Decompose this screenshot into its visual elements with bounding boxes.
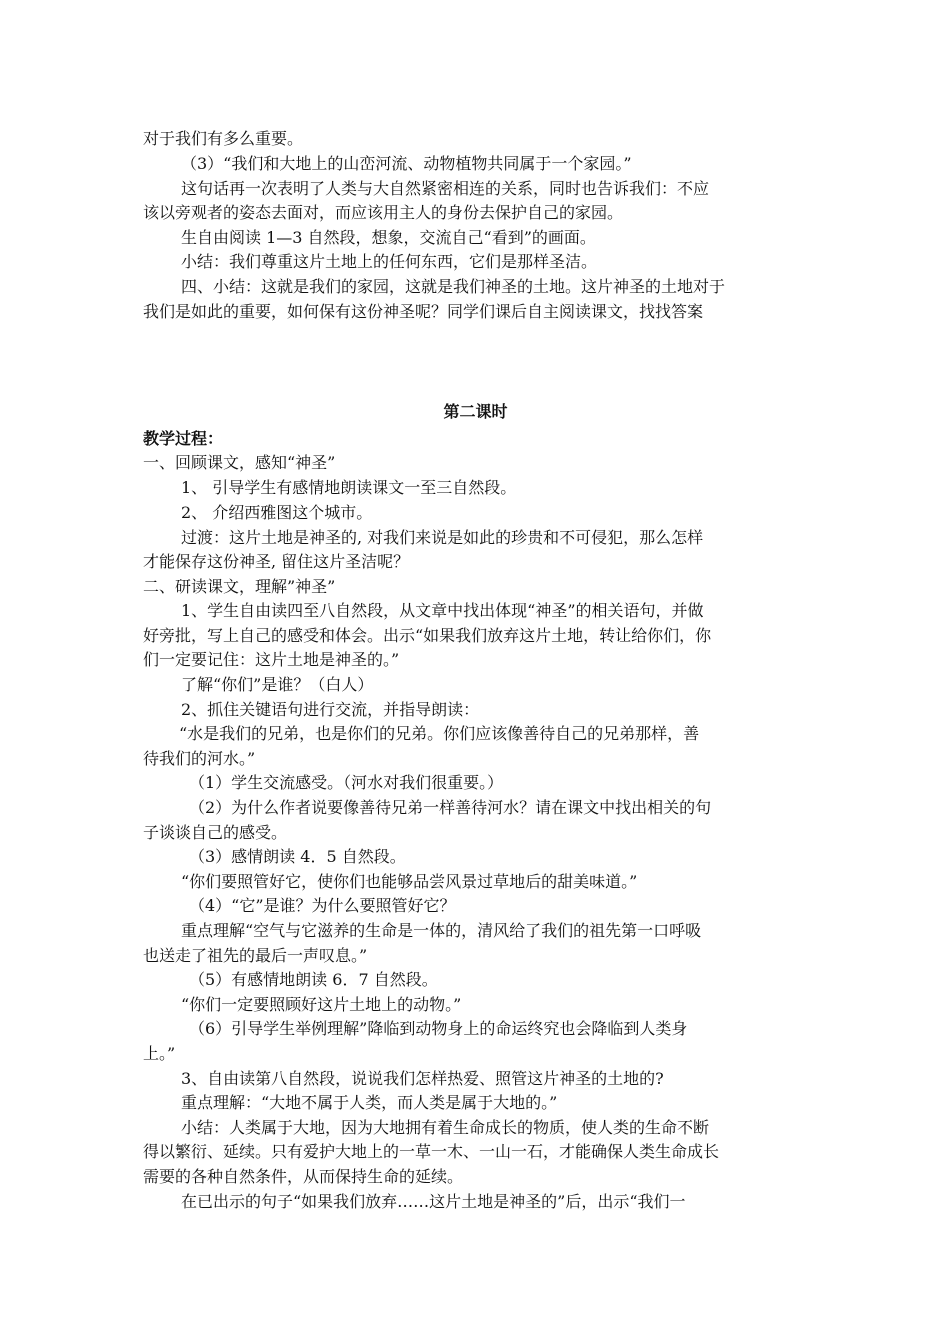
paragraph-line: 1、 引导学生有感情地朗读课文一至三自然段。 (181, 478, 517, 497)
paragraph-line: （3）感情朗读 4．5 自然段。 (189, 847, 406, 866)
paragraph-line: （1）学生交流感受。（河水对我们很重要。） (189, 773, 504, 792)
paragraph-line: 2、 介绍西雅图这个城市。 (181, 503, 373, 522)
section-heading: 一、回顾课文，感知“神圣” (143, 453, 336, 472)
paragraph-line: 小结：我们尊重这片土地上的任何东西，它们是那样圣洁。 (181, 252, 598, 271)
paragraph-line: 也送走了祖先的最后一声叹息。” (143, 946, 368, 965)
paragraph-line: 四、小结：这就是我们的家园，这就是我们神圣的土地。这片神圣的土地对于 (181, 277, 726, 296)
paragraph-line: 们一定要记住：这片土地是神圣的。” (143, 650, 400, 669)
paragraph-line: 上。” (143, 1044, 176, 1063)
paragraph-line: 3、自由读第八自然段，说说我们怎样热爱、照管这片神圣的土地的? (181, 1069, 664, 1088)
paragraph-line: 重点理解“空气与它滋养的生命是一体的，清风给了我们的祖先第一口呼吸 (181, 921, 702, 940)
section-heading: 二、研读课文，理解”神圣” (143, 577, 336, 596)
process-heading: 教学过程： (143, 429, 224, 448)
paragraph-line: 重点理解：“大地不属于人类，而人类是属于大地的。” (181, 1093, 558, 1112)
paragraph-line: （6）引导学生举例理解”降临到动物身上的命运终究也会降临到人类身 (189, 1019, 688, 1038)
paragraph-line: （4）“它”是谁？为什么要照管好它？ (189, 896, 456, 915)
paragraph-line: 2、抓住关键语句进行交流，并指导朗读： (181, 700, 480, 719)
section-title: 第二课时 (443, 402, 508, 421)
paragraph-line: （5）有感情地朗读 6．7 自然段。 (189, 970, 438, 989)
paragraph-line: 小结：人类属于大地，因为大地拥有着生命成长的物质，使人类的生命不断 (181, 1118, 710, 1137)
paragraph-line: 了解“你们”是谁？（白人） (181, 675, 374, 694)
paragraph-line: 得以繁衍、延续。只有爱护大地上的一草一木、一山一石，才能确保人类生命成长 (143, 1142, 720, 1161)
paragraph-line: 我们是如此的重要，如何保有这份神圣呢？同学们课后自主阅读课文，找找答案 (143, 302, 704, 321)
paragraph-line: 子谈谈自己的感受。 (143, 823, 288, 842)
paragraph-line: （3）“我们和大地上的山峦河流、动物植物共同属于一个家园。” (181, 154, 632, 173)
paragraph-line: 1、学生自由读四至八自然段，从文章中找出体现“神圣”的相关语句，并做 (181, 601, 704, 620)
paragraph-line: 该以旁观者的姿态去面对，而应该用主人的身份去保护自己的家园。 (143, 203, 624, 222)
paragraph-line: 过渡：这片土地是神圣的, 对我们来说是如此的珍贵和不可侵犯，那么怎样 (181, 528, 704, 547)
paragraph-line: 生自由阅读 1—3 自然段，想象，交流自己“看到”的画面。 (181, 228, 596, 247)
paragraph-line: 好旁批，写上自己的感受和体会。出示“如果我们放弃这片土地，转让给你们，你 (143, 626, 712, 645)
paragraph-line: “你们一定要照顾好这片土地上的动物。” (181, 995, 462, 1014)
paragraph-line: 才能保存这份神圣, 留住这片圣洁呢？ (143, 552, 410, 571)
paragraph-line: 需要的各种自然条件，从而保持生命的延续。 (143, 1167, 464, 1186)
paragraph-line: “你们要照管好它，使你们也能够品尝风景过草地后的甜美味道。” (181, 872, 638, 891)
paragraph-line: “水是我们的兄弟，也是你们的兄弟。你们应该像善待自己的兄弟那样，善 (179, 724, 700, 743)
paragraph-line: （2）为什么作者说要像善待兄弟一样善待河水？请在课文中找出相关的句 (189, 798, 712, 817)
paragraph-line: 待我们的河水。” (143, 749, 256, 768)
paragraph-line: 这句话再一次表明了人类与大自然紧密相连的关系，同时也告诉我们：不应 (181, 179, 710, 198)
paragraph-line: 在已出示的句子“如果我们放弃……这片土地是神圣的”后，出示“我们一 (181, 1192, 686, 1211)
paragraph-line: 对于我们有多么重要。 (143, 129, 304, 148)
